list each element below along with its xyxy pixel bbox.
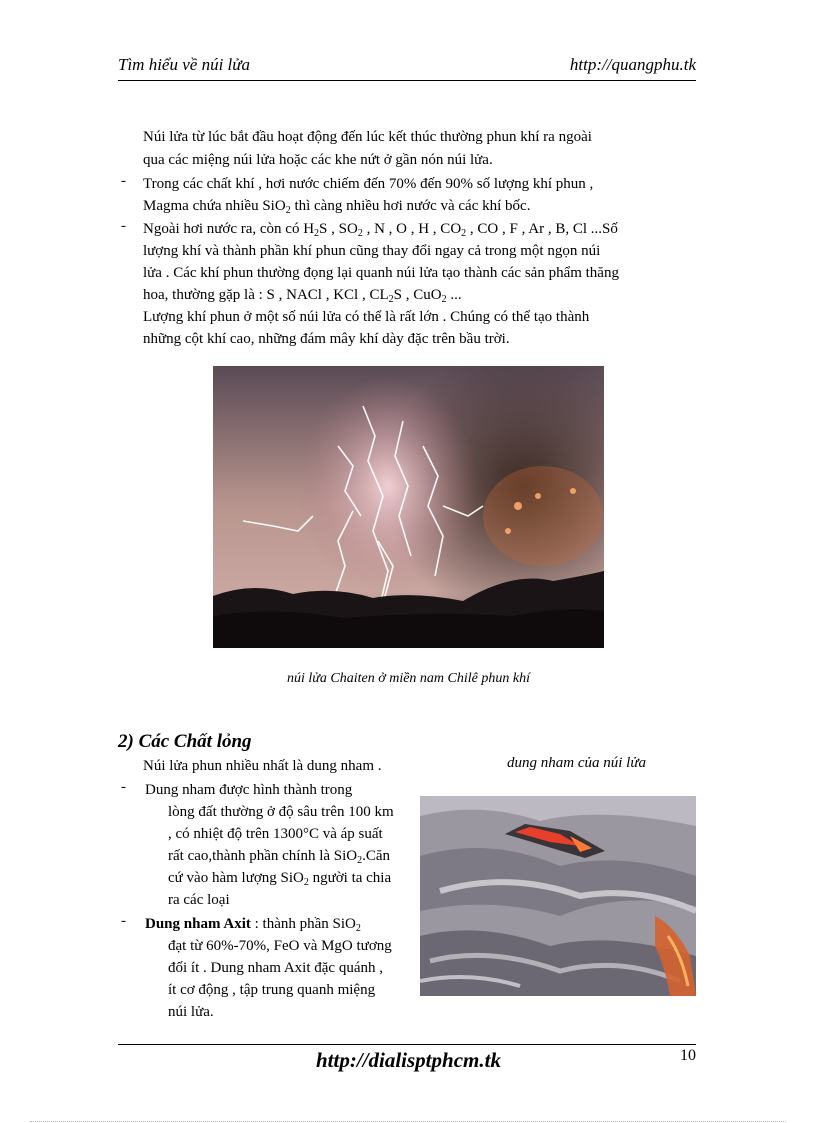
lava-image-caption: dung nham của núi lửa — [507, 755, 647, 771]
lava-bullet-1-line-6: ra các loại — [168, 892, 230, 908]
header-divider — [118, 80, 696, 81]
lava-intro: Núi lửa phun nhiều nhất là dung nham . — [143, 758, 382, 774]
bullet-dash: - — [121, 913, 126, 929]
footer-url: http://dialisptphcm.tk — [316, 1048, 501, 1072]
lava-bullet-1-line-3: , có nhiệt độ trên 1300°C và áp suất — [168, 826, 383, 842]
intro-line-1: Núi lửa từ lúc bắt đầu hoạt động đến lúc kết thúc thường phun khí ra ngoài — [143, 129, 592, 145]
lava-bullet-2-line-4: ít cơ động , tập trung quanh miệng — [168, 982, 376, 998]
gas-amount-line-2: những cột khí cao, những đám mây khí dày đặc trên bầu trời. — [143, 331, 510, 347]
lava-bullet-1-line-4: rất cao,thành phần chính là SiO$_2$.Căn — [168, 848, 391, 866]
gas-bullet-2-line-1: Ngoài hơi nước ra, còn có $H_2S$ , $SO_2$ , N , O , H , $CO_2$ , CO , F , Ar , B, Cl ...Số — [143, 221, 618, 239]
lava-bullet-1-line-2: lòng đất thường ở độ sâu trên 100 km — [168, 804, 394, 820]
figure-1-caption: núi lửa Chaiten ở miền nam Chilê phun khí — [287, 671, 530, 686]
lava-bullet-1-line-5: cứ vào hàm lượng SiO$_2$ người ta chia — [168, 870, 392, 888]
gas-bullet-1-line-2: Magma chứa nhiều SiO$_2$ thì càng nhiều hơi nước và các khí bốc. — [143, 198, 531, 216]
section-2-heading: 2) Các Chất lỏng — [118, 731, 252, 752]
lava-bullet-2-line-3: đối ít . Dung nham Axit đặc quánh , — [168, 960, 383, 976]
lava-bullet-2-line-1: Dung nham Axit : thành phần SiO$_2$ — [145, 916, 361, 934]
lava-bullet-1-line-1: Dung nham được hình thành trong — [145, 782, 353, 798]
acid-lava-term: Dung nham Axit — [145, 916, 251, 932]
lava-flow-image — [420, 796, 696, 996]
intro-line-2: qua các miệng núi lửa hoặc các khe nứt ở gần nón núi lửa. — [143, 152, 493, 168]
gas-bullet-2-line-4: hoa, thường gặp là : S , NACl , KCl , $CL_2S$ , CuO$_2$ ... — [143, 287, 462, 305]
gas-bullet-2-line-3: lửa . Các khí phun thường đọng lại quanh núi lửa tạo thành các sản phẩm thăng — [143, 265, 619, 281]
bullet-dash: - — [121, 218, 126, 234]
chaiten-eruption-image — [213, 366, 604, 648]
bullet-dash: - — [121, 779, 126, 795]
lava-bullet-2-line-5: núi lửa. — [168, 1004, 214, 1020]
gas-bullet-1-line-1: Trong các chất khí , hơi nước chiếm đến 70% đến 90% số lượng khí phun , — [143, 176, 594, 192]
header-url: http://quangphu.tk — [569, 55, 696, 74]
lava-bullet-2-line-2: đạt từ 60%-70%, FeO và MgO tương — [168, 938, 392, 954]
page-bottom-border — [30, 1121, 786, 1122]
gas-amount-line-1: Lượng khí phun ở một số núi lửa có thể là rất lớn . Chúng có thể tạo thành — [143, 309, 590, 325]
bullet-dash: - — [121, 173, 126, 189]
header-title: Tìm hiểu về núi lửa — [118, 55, 251, 74]
gas-bullet-2-line-2: lượng khí và thành phần khí phun cũng thay đổi ngay cả trong một ngọn núi — [143, 243, 601, 259]
page-number: 10 — [680, 1047, 696, 1064]
footer-divider — [118, 1044, 696, 1045]
